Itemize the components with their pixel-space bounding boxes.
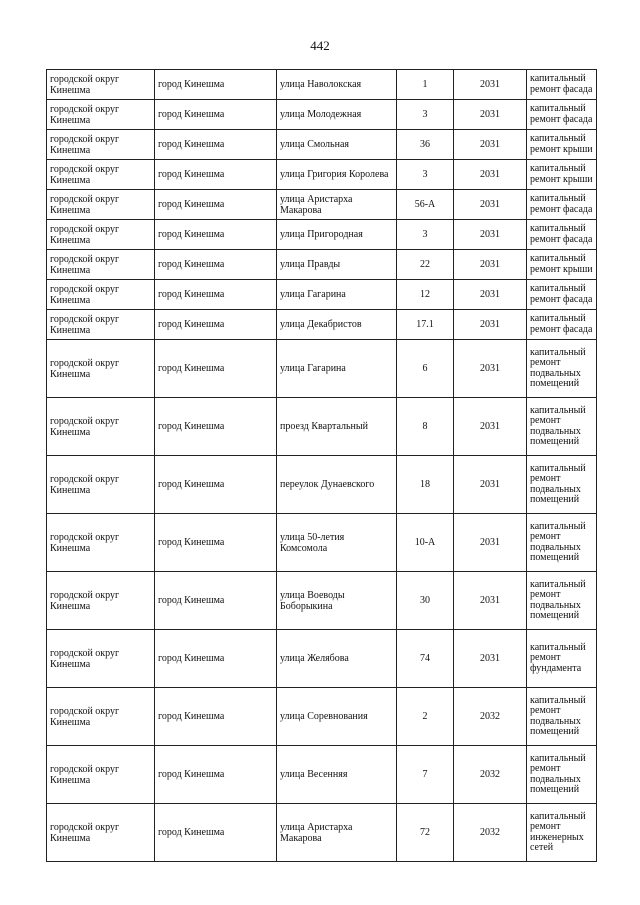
district-cell: городской округ Кинешма	[47, 190, 155, 220]
work-type-cell: капитальный ремонт крыши	[527, 160, 597, 190]
work-type-cell: капитальный ремонт фасада	[527, 280, 597, 310]
table-row	[47, 160, 597, 190]
work-type-cell: капитальный ремонт фасада	[527, 310, 597, 340]
work-type-cell: капитальный ремонт подвальных помещений	[527, 746, 597, 804]
house-number-cell: 36	[397, 130, 454, 160]
year-cell: 2031	[454, 130, 527, 160]
year-cell: 2031	[454, 220, 527, 250]
work-type-cell: капитальный ремонт подвальных помещений	[527, 456, 597, 514]
year-cell: 2031	[454, 70, 527, 100]
table-row	[47, 746, 597, 804]
year-cell: 2032	[454, 688, 527, 746]
district-cell: городской округ Кинешма	[47, 250, 155, 280]
city-cell: город Кинешма	[155, 310, 277, 340]
district-cell: городской округ Кинешма	[47, 70, 155, 100]
district-cell: городской округ Кинешма	[47, 100, 155, 130]
house-number-cell: 18	[397, 456, 454, 514]
year-cell: 2031	[454, 398, 527, 456]
year-cell: 2031	[454, 190, 527, 220]
street-cell: улица Аристарха Макарова	[277, 804, 397, 862]
table-row	[47, 70, 597, 100]
table-row	[47, 340, 597, 398]
table-row	[47, 456, 597, 514]
house-number-cell: 2	[397, 688, 454, 746]
house-number-cell: 3	[397, 220, 454, 250]
house-number-cell: 30	[397, 572, 454, 630]
work-type-cell: капитальный ремонт фасада	[527, 100, 597, 130]
work-type-cell: капитальный ремонт подвальных помещений	[527, 340, 597, 398]
city-cell: город Кинешма	[155, 220, 277, 250]
street-cell: улица Наволокская	[277, 70, 397, 100]
page-number: 442	[310, 38, 330, 53]
work-type-cell: капитальный ремонт крыши	[527, 250, 597, 280]
city-cell: город Кинешма	[155, 630, 277, 688]
table-row	[47, 190, 597, 220]
house-number-cell: 17.1	[397, 310, 454, 340]
work-type-cell: капитальный ремонт подвальных помещений	[527, 572, 597, 630]
house-number-cell: 6	[397, 340, 454, 398]
work-type-cell: капитальный ремонт подвальных помещений	[527, 514, 597, 572]
year-cell: 2031	[454, 630, 527, 688]
city-cell: город Кинешма	[155, 280, 277, 310]
district-cell: городской округ Кинешма	[47, 280, 155, 310]
district-cell: городской округ Кинешма	[47, 572, 155, 630]
work-type-cell: капитальный ремонт фасада	[527, 220, 597, 250]
house-number-cell: 1	[397, 70, 454, 100]
table-row	[47, 572, 597, 630]
year-cell: 2031	[454, 100, 527, 130]
year-cell: 2031	[454, 514, 527, 572]
year-cell: 2031	[454, 572, 527, 630]
city-cell: город Кинешма	[155, 572, 277, 630]
street-cell: улица Гагарина	[277, 280, 397, 310]
work-type-cell: капитальный ремонт фасада	[527, 190, 597, 220]
year-cell: 2031	[454, 340, 527, 398]
table-body	[47, 70, 597, 862]
table-row	[47, 220, 597, 250]
house-number-cell: 72	[397, 804, 454, 862]
table-row	[47, 250, 597, 280]
work-type-cell: капитальный ремонт подвальных помещений	[527, 398, 597, 456]
district-cell: городской округ Кинешма	[47, 220, 155, 250]
street-cell: улица Правды	[277, 250, 397, 280]
house-number-cell: 74	[397, 630, 454, 688]
district-cell: городской округ Кинешма	[47, 310, 155, 340]
work-type-cell: капитальный ремонт крыши	[527, 130, 597, 160]
district-cell: городской округ Кинешма	[47, 746, 155, 804]
city-cell: город Кинешма	[155, 190, 277, 220]
year-cell: 2031	[454, 310, 527, 340]
house-number-cell: 8	[397, 398, 454, 456]
street-cell: улица Григория Королева	[277, 160, 397, 190]
city-cell: город Кинешма	[155, 514, 277, 572]
district-cell: городской округ Кинешма	[47, 398, 155, 456]
street-cell: улица Желябова	[277, 630, 397, 688]
year-cell: 2031	[454, 280, 527, 310]
street-cell: улица Воеводы Боборыкина	[277, 572, 397, 630]
house-number-cell: 7	[397, 746, 454, 804]
table-row	[47, 514, 597, 572]
city-cell: город Кинешма	[155, 688, 277, 746]
district-cell: городской округ Кинешма	[47, 688, 155, 746]
table-row	[47, 804, 597, 862]
house-number-cell: 10-А	[397, 514, 454, 572]
work-type-cell: капитальный ремонт фасада	[527, 70, 597, 100]
house-number-cell: 3	[397, 100, 454, 130]
table-row	[47, 130, 597, 160]
city-cell: город Кинешма	[155, 804, 277, 862]
city-cell: город Кинешма	[155, 398, 277, 456]
street-cell: улица Соревнования	[277, 688, 397, 746]
city-cell: город Кинешма	[155, 160, 277, 190]
city-cell: город Кинешма	[155, 130, 277, 160]
table-row	[47, 100, 597, 130]
table-row	[47, 688, 597, 746]
street-cell: улица Молодежная	[277, 100, 397, 130]
year-cell: 2031	[454, 250, 527, 280]
district-cell: городской округ Кинешма	[47, 340, 155, 398]
city-cell: город Кинешма	[155, 456, 277, 514]
district-cell: городской округ Кинешма	[47, 804, 155, 862]
table-row	[47, 398, 597, 456]
year-cell: 2031	[454, 456, 527, 514]
street-cell: улица Весенняя	[277, 746, 397, 804]
year-cell: 2031	[454, 160, 527, 190]
street-cell: улица Аристарха Макарова	[277, 190, 397, 220]
street-cell: проезд Квартальный	[277, 398, 397, 456]
work-type-cell: капитальный ремонт инженерных сетей	[527, 804, 597, 862]
street-cell: улица Гагарина	[277, 340, 397, 398]
repair-schedule-table	[46, 69, 597, 862]
district-cell: городской округ Кинешма	[47, 456, 155, 514]
house-number-cell: 12	[397, 280, 454, 310]
city-cell: город Кинешма	[155, 746, 277, 804]
table-row	[47, 310, 597, 340]
work-type-cell: капитальный ремонт фундамента	[527, 630, 597, 688]
house-number-cell: 56-А	[397, 190, 454, 220]
district-cell: городской округ Кинешма	[47, 130, 155, 160]
street-cell: переулок Дунаевского	[277, 456, 397, 514]
year-cell: 2032	[454, 746, 527, 804]
street-cell: улица Декабристов	[277, 310, 397, 340]
house-number-cell: 3	[397, 160, 454, 190]
street-cell: улица 50-летия Комсомола	[277, 514, 397, 572]
street-cell: улица Смольная	[277, 130, 397, 160]
district-cell: городской округ Кинешма	[47, 160, 155, 190]
city-cell: город Кинешма	[155, 250, 277, 280]
district-cell: городской округ Кинешма	[47, 514, 155, 572]
table-row	[47, 630, 597, 688]
city-cell: город Кинешма	[155, 70, 277, 100]
year-cell: 2032	[454, 804, 527, 862]
city-cell: город Кинешма	[155, 340, 277, 398]
table-row	[47, 280, 597, 310]
street-cell: улица Пригородная	[277, 220, 397, 250]
work-type-cell: капитальный ремонт подвальных помещений	[527, 688, 597, 746]
house-number-cell: 22	[397, 250, 454, 280]
city-cell: город Кинешма	[155, 100, 277, 130]
district-cell: городской округ Кинешма	[47, 630, 155, 688]
